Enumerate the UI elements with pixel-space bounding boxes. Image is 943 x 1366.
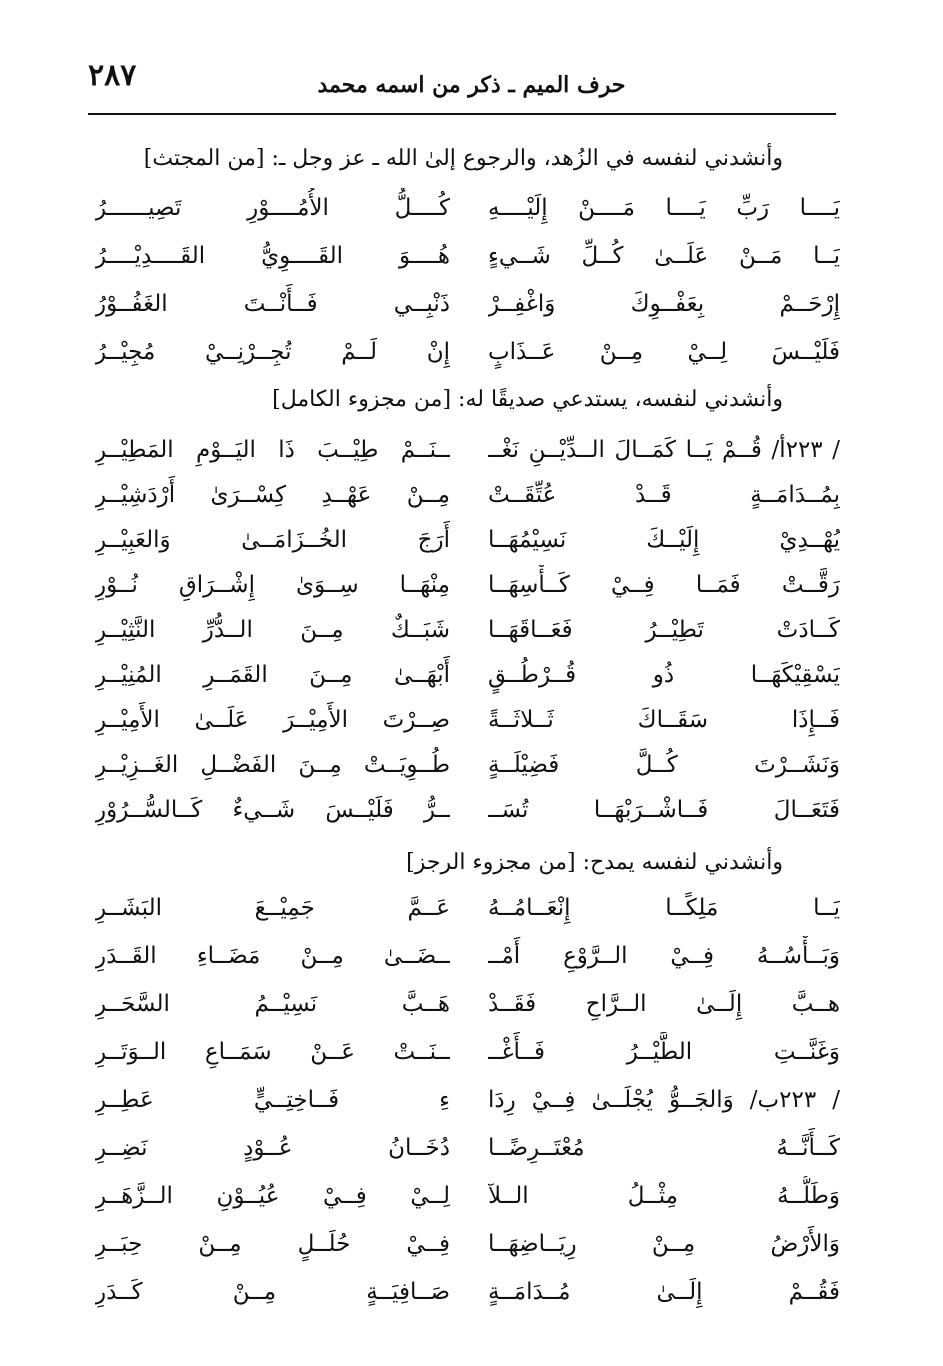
verse-first-hemistich: هــبَّ إِلَــىٰ الــرَّاحِ فَقَــدْ xyxy=(488,991,840,1017)
verse-first-hemistich: بِمُــدَامَــةٍ قَــدْ عُتِّقَــتْ xyxy=(488,482,840,508)
verse-second-hemistich: إِنْ لَــمْ تُجِــرْنِــيْ مُجِيْــرُ xyxy=(95,339,450,365)
verse-row xyxy=(95,700,840,740)
verse-second-hemistich: صَــافِيَــةٍ مِــنْ كَــدَرِ xyxy=(95,1279,450,1305)
verse-row xyxy=(95,888,840,928)
verse-second-hemistich: ــرُّ فَلَيْــسَ شَــيءٌ كَــالسُّــرُوْرِ xyxy=(95,797,450,823)
verse-row xyxy=(95,655,840,695)
verse-second-hemistich: ذَنْبِــي فَــأَنْــتَ الغَفُــوْرُ xyxy=(95,291,450,317)
verse-second-hemistich: ــنَــتْ عَــنْ سَمَــاعِ الــوَتَــرِ xyxy=(95,1039,450,1065)
poem-intro-praise: وأنشدني لنفسه يمدح: [من مجزوء الرجز] xyxy=(406,850,783,875)
verse-first-hemistich: رَقَّــتْ فَمَــا فِــيْ كَــأْسِهَــا xyxy=(488,572,840,598)
verse-first-hemistich: فَــإِذَا سَقَــاكَ ثَــلاثَــةً xyxy=(488,707,840,733)
verse-second-hemistich: مِــنْ عَهْــدِ كِسْــرَىٰ أَرْدَشِيْــرِ xyxy=(95,482,450,508)
verse-row xyxy=(95,984,840,1024)
verse-first-hemistich: يُهْــدِيْ إِلَيْــكَ نَسِيْمُهَــا xyxy=(488,527,840,553)
verse-second-hemistich: هُــــوَ القَــــوِيُّ القَــــدِيْــــرُ xyxy=(95,243,450,269)
verse-second-hemistich: كُــــلُّ الأُمُــــوْرِ تَصِيــــــرُ xyxy=(95,195,450,221)
verse-first-hemistich: يَــا مَــنْ عَلَــىٰ كُــلِّ شَــيءٍ xyxy=(488,243,840,269)
poem-intro-zuhd: وأنشدني لنفسه في الزُهد، والرجوع إلىٰ الله ـ عز وجل ـ: [من المجتث] xyxy=(143,146,783,171)
verse-row xyxy=(95,236,840,276)
verse-first-hemistich: وَالأَرْضُ مِــنْ رِيَــاضِهَــا xyxy=(488,1231,840,1257)
verse-second-hemistich: صِــرْتَ الأَمِيْــرَ عَلَــىٰ الأَمِيْــرِ xyxy=(95,707,450,733)
verse-second-hemistich: طُــوِيَــتْ مِــنَ الفَضْــلِ الغَــزِيْــرِ xyxy=(95,752,450,778)
verse-second-hemistich: دُخَــانُ عُــوْدٍ نَضِــرِ xyxy=(95,1135,450,1161)
verse-second-hemistich: مِنْهَــا سِــوَىٰ إِشْــرَاقِ نُــوْرِ xyxy=(95,572,450,598)
verse-first-hemistich: فَقُــمْ إِلَــىٰ مُــدَامَــةٍ xyxy=(488,1279,840,1305)
page-number: ٢٨٧ xyxy=(88,58,137,93)
verse-row xyxy=(95,1176,840,1216)
verse-first-hemistich: / ٢٢٣أ/ قُــمْ يَــا كَمَــالَ الــدِّيْــنِ نَغْــ xyxy=(488,437,840,463)
verse-second-hemistich: هَــبَّ نَسِيْــمُ السَّحَــرِ xyxy=(95,991,450,1017)
verse-first-hemistich: كَــأَنَّــهُ مُعْتَــرِضًــا xyxy=(488,1135,840,1161)
verse-second-hemistich: شَبَــكٌ مِــنَ الــدُّرِّ النَّثِيْــرِ xyxy=(95,617,450,643)
verse-first-hemistich: يَــــا رَبِّ يَــــا مَــــنْ إِلَيْــــهِ xyxy=(488,195,840,221)
verse-row xyxy=(95,1080,840,1120)
verse-first-hemistich: / ٢٢٣ب/ وَالجَــوُّ يُجْلَــىٰ فِــيْ رِدَا xyxy=(488,1087,840,1113)
verse-row xyxy=(95,332,840,372)
verse-row xyxy=(95,475,840,515)
verse-row xyxy=(95,520,840,560)
verse-row xyxy=(95,188,840,228)
verse-first-hemistich: وَغَنَّــتِ الطَّيْــرُ فَــأَغْــ xyxy=(488,1039,840,1065)
verse-row xyxy=(95,1128,840,1168)
verse-first-hemistich: كَــادَتْ تَطِيْــرُ فَعَــاقَهَــا xyxy=(488,617,840,643)
verse-row xyxy=(95,790,840,830)
verse-row xyxy=(95,1272,840,1312)
verse-row xyxy=(95,610,840,650)
verse-first-hemistich: وَنَشَــرْتَ كُــلَّ فَضِيْلَــةٍ xyxy=(488,752,840,778)
verse-first-hemistich: فَلَيْــسَ لِــيْ مِــنْ عَــذَابٍ xyxy=(488,339,840,365)
verse-first-hemistich: إِرْحَــمْ بِعَفْــوِكَ وَاغْفِــرْ xyxy=(488,291,840,317)
verse-row xyxy=(95,1032,840,1072)
verse-second-hemistich: أَبْهَــىٰ مِــنَ القَمَــرِ المُنِيْــرِ xyxy=(95,662,450,688)
poem-intro-friend: وأنشدني لنفسه، يستدعي صديقًا له: [من مجزوء الكامل] xyxy=(272,387,783,412)
verse-row xyxy=(95,284,840,324)
verse-row xyxy=(95,1224,840,1264)
verse-second-hemistich: عَــمَّ جَمِيْــعَ البَشَــرِ xyxy=(95,895,450,921)
verse-row xyxy=(95,745,840,785)
verse-first-hemistich: يَسْقِيْكَهَــا ذُو قُــرْطُــقٍ xyxy=(488,662,840,688)
verse-second-hemistich: ــضَــىٰ مِــنْ مَضَــاءِ القَــدَرِ xyxy=(95,943,450,969)
verse-first-hemistich: وَطَلُّــهُ مِثْــلُ الــلآ xyxy=(488,1183,840,1209)
verse-first-hemistich: فَتَعَــالَ فَــاشْــرَبْهَــا تُسَــ xyxy=(488,797,840,823)
verse-row xyxy=(95,936,840,976)
verse-row xyxy=(95,430,840,470)
verse-row xyxy=(95,565,840,605)
verse-second-hemistich: فِــيْ حُلَــلٍ مِــنْ حِبَــرِ xyxy=(95,1231,450,1257)
verse-first-hemistich: يَــا مَلِكًــا إِنْعَــامُــهُ xyxy=(488,895,840,921)
verse-second-hemistich: ءِ فَــاخِتِــيٍّ عَطِــرِ xyxy=(95,1087,450,1113)
running-head: حرف الميم ـ ذكر من اسمه محمد xyxy=(317,72,626,98)
verse-first-hemistich: وَبَــأْسُــهُ فِــيْ الــرَّوْعِ أَمْــ xyxy=(488,943,840,969)
verse-second-hemistich: ــنَــمْ طِيْــبَ ذَا اليَــوْمِ المَطِيْــرِ xyxy=(95,437,450,463)
verse-second-hemistich: أَرَجَ الخُــزَامَــىٰ وَالعَبِيْــرِ xyxy=(95,527,450,553)
verse-second-hemistich: لِــيْ فِــيْ عُيُــوْنِ الــزَّهَــرِ xyxy=(95,1183,450,1209)
header-rule xyxy=(88,113,836,115)
